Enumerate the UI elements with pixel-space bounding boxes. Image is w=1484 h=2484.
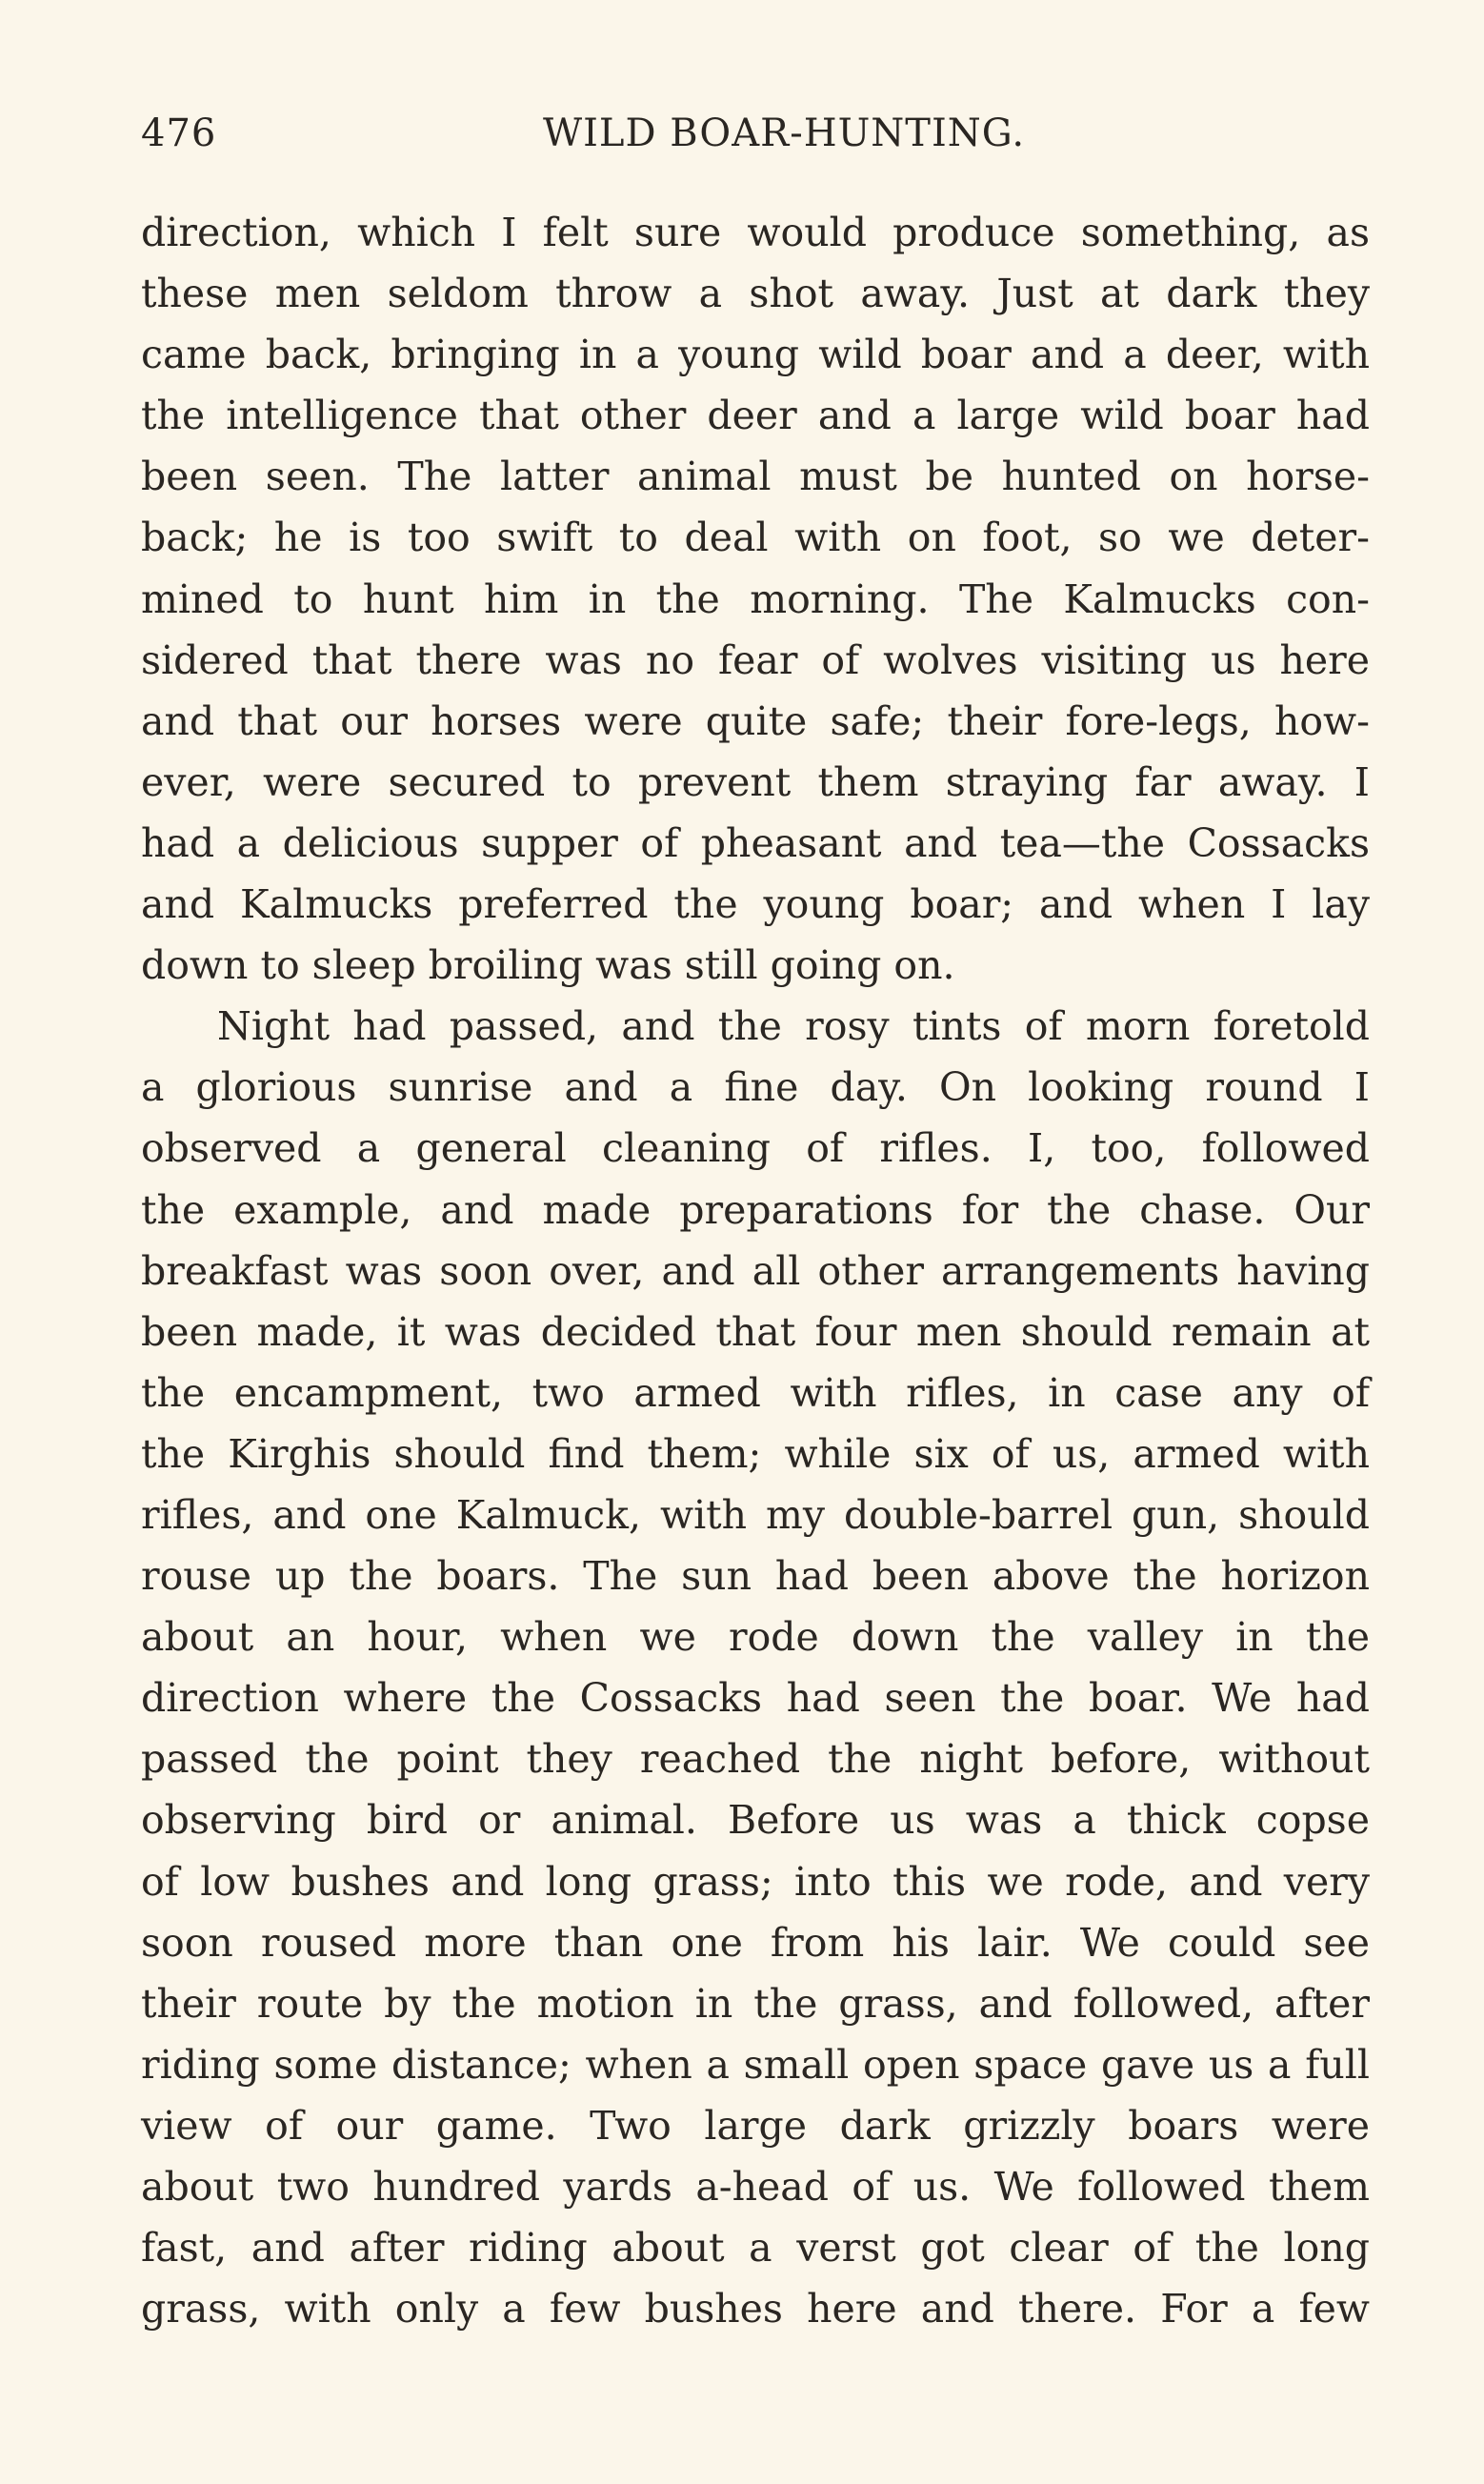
text-line: riding some distance; when a small open space gave us a full (141, 2041, 1370, 2088)
text-line: passed the point they reached the night before, without (141, 1736, 1370, 1783)
text-line: soon roused more than one from his lair. We could see (141, 1919, 1370, 1966)
text-line: direction, which I felt sure would produce something, as (141, 210, 1370, 255)
text-line: the example, and made preparations for the chase. Our (141, 1186, 1370, 1233)
paragraph-end-line: down to sleep broiling was still going on. (141, 942, 955, 989)
text-line: rifles, and one Kalmuck, with my double-barrel gun, should (141, 1491, 1370, 1538)
text-line: back; he is too swift to deal with on foot, so we deter- (141, 515, 1370, 561)
text-line: had a delicious supper of pheasant and tea—the Cossacks (141, 819, 1370, 866)
text-line: these men seldom throw a shot away. Just at dark they (141, 271, 1370, 317)
text-line: been seen. The latter animal must be hunted on horse- (141, 454, 1370, 500)
running-title: WILD BOAR-HUNTING. (543, 111, 1026, 155)
text-line: about an hour, when we rode down the valley in the (141, 1614, 1370, 1661)
text-line: direction where the Cossacks had seen the boar. We had (141, 1675, 1370, 1722)
text-line: of low bushes and long grass; into this we rode, and very (141, 1858, 1370, 1905)
text-line: view of our game. Two large dark grizzly boars were (141, 2102, 1370, 2149)
page-number: 476 (141, 111, 217, 155)
text-line: been made, it was decided that four men should remain at (141, 1308, 1370, 1355)
text-line: fast, and after riding about a verst got clear of the long (141, 2225, 1370, 2272)
text-line: sidered that there was no fear of wolves visiting us here (141, 636, 1370, 683)
text-line: ever, were secured to prevent them straying far away. I (141, 758, 1370, 805)
text-line: observed a general cleaning of rifles. I, too, followed (141, 1125, 1370, 1172)
body-text (141, 202, 1370, 2339)
text-line: came back, bringing in a young wild boar and a deer, with (141, 332, 1370, 378)
text-line: rouse up the boars. The sun had been above the horizon (141, 1553, 1370, 1600)
text-line: their route by the motion in the grass, and followed, after (141, 1980, 1370, 2027)
text-line: mined to hunt him in the morning. The Kalmucks con- (141, 576, 1370, 622)
text-line: a glorious sunrise and a fine day. On looking round I (141, 1064, 1370, 1111)
text-line: breakfast was soon over, and all other arrangements having (141, 1247, 1370, 1294)
text-line: and Kalmucks preferred the young boar; and when I lay (141, 881, 1370, 928)
text-line: about two hundred yards a-head of us. We followed them (141, 2164, 1370, 2210)
text-line: and that our horses were quite safe; their fore-legs, how- (141, 697, 1370, 744)
text-line: observing bird or animal. Before us was a thick copse (141, 1797, 1370, 1844)
paragraph-start-line: Night had passed, and the rosy tints of morn foretold (217, 1003, 1370, 1050)
text-line: grass, with only a few bushes here and there. For a few (141, 2286, 1370, 2333)
text-line: the encampment, two armed with rifles, in case any of (141, 1369, 1370, 1416)
text-line: the intelligence that other deer and a large wild boar had (141, 393, 1370, 439)
text-line: the Kirghis should find them; while six of us, armed with (141, 1430, 1370, 1477)
